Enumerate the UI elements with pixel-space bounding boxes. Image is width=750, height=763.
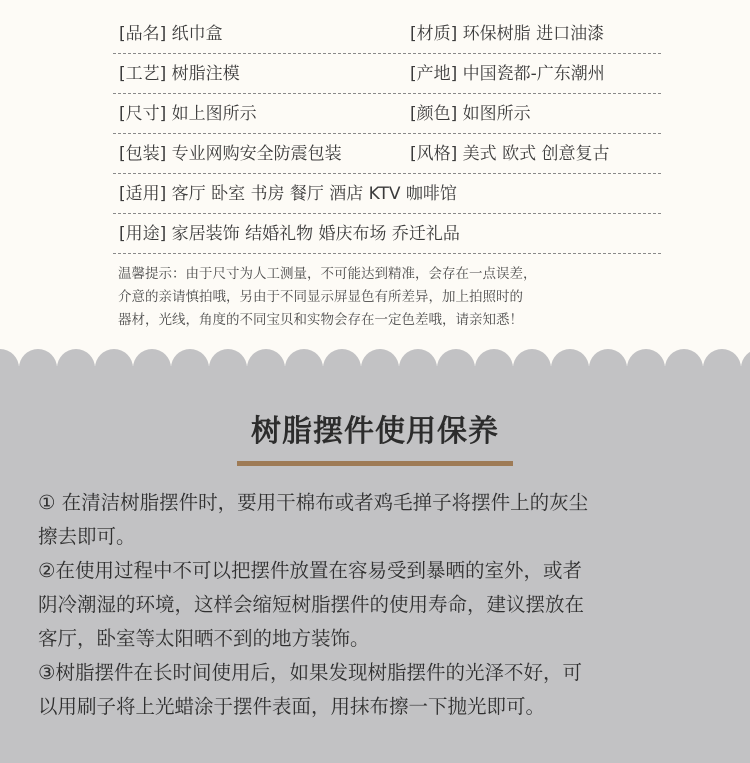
care-line: ②在使用过程中不可以把摆件放置在容易受到暴晒的室外，或者 (38, 559, 582, 582)
spec-row (113, 54, 661, 94)
scallop (399, 349, 437, 387)
scallop (475, 349, 513, 387)
spec-color: [颜色] 如图所示 (410, 104, 531, 124)
spec-row (113, 134, 661, 174)
care-line: 擦去即可。 (38, 525, 136, 548)
spec-origin: [产地] 中国瓷都-广东潮州 (410, 64, 605, 84)
scallop (323, 349, 361, 387)
spec-usage-place: [适用] 客厅 卧室 书房 餐厅 酒店 KTV 咖啡馆 (119, 184, 457, 204)
title-underline (237, 461, 513, 466)
care-section (0, 348, 750, 763)
care-line: 以用刷子将上光蜡涂于摆件表面，用抹布擦一下抛光即可。 (38, 695, 546, 718)
spec-material: [材质] 环保树脂 进口油漆 (410, 24, 605, 44)
care-item (38, 486, 718, 554)
care-line: ① 在清洁树脂摆件时，要用干棉布或者鸡毛掸子将摆件上的灰尘 (38, 491, 589, 514)
spec-row (113, 174, 661, 214)
spec-style: [风格] 美式 欧式 创意复古 (410, 144, 610, 164)
care-line: 客厅，卧室等太阳晒不到的地方装饰。 (38, 627, 370, 650)
scallop (95, 349, 133, 387)
notice-line: 介意的亲请慎拍哦，另由于不同显示屏显色有所差异，加上拍照时的 (118, 289, 523, 305)
scallop (513, 349, 551, 387)
spec-row (113, 214, 661, 254)
notice-line: 温馨提示：由于尺寸为人工测量，不可能达到精准，会存在一点误差， (118, 266, 537, 282)
scallop (361, 349, 399, 387)
scallop (133, 349, 171, 387)
scallop (665, 349, 703, 387)
spec-table (113, 14, 661, 254)
care-body (38, 486, 718, 724)
scallop (247, 349, 285, 387)
spec-row (113, 14, 661, 54)
scallop (589, 349, 627, 387)
care-line: 阴冷潮湿的环境，这样会缩短树脂摆件的使用寿命，建议摆放在 (38, 593, 585, 616)
care-item (38, 554, 718, 656)
warm-notice (118, 263, 658, 332)
spec-row (113, 94, 661, 134)
care-title: 树脂摆件使用保养 (251, 414, 499, 449)
care-item (38, 656, 718, 724)
care-line: ③树脂摆件在长时间使用后，如果发现树脂摆件的光泽不好，可 (38, 661, 582, 684)
spec-craft: [工艺] 树脂注模 (119, 64, 240, 84)
scallop (551, 349, 589, 387)
notice-line: 器材，光线，角度的不同宝贝和实物会存在一定色差哦，请亲知悉！ (118, 312, 523, 328)
scallop (285, 349, 323, 387)
scallop (703, 349, 741, 387)
spec-packaging: [包装] 专业网购安全防震包装 (119, 144, 342, 164)
scallop (19, 349, 57, 387)
scallop (57, 349, 95, 387)
scallop (209, 349, 247, 387)
spec-size: [尺寸] 如上图所示 (119, 104, 257, 124)
spec-purpose: [用途] 家居装饰 结婚礼物 婚庆布场 乔迁礼品 (119, 224, 460, 244)
scallop (171, 349, 209, 387)
spec-material-name: [品名] 纸巾盒 (119, 24, 223, 44)
scallop (437, 349, 475, 387)
scallop (627, 349, 665, 387)
